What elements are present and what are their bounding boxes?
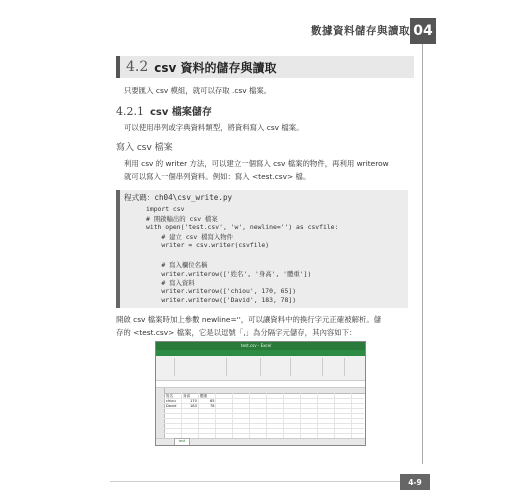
chapter-title: 數據資料儲存與讀取	[311, 25, 410, 37]
subsection-number: 4.2.1	[116, 105, 144, 118]
code-block	[116, 190, 408, 308]
grid-line	[249, 393, 250, 438]
code-line: # 寫入資料	[146, 279, 195, 287]
subsection-intro: 可以使用串列或字典資料類型，將資料寫入 csv 檔案。	[124, 123, 304, 132]
grid-line	[334, 393, 335, 438]
sheet-tab: test	[174, 438, 190, 446]
paragraph-line: 開啟 csv 檔案時加上參數 newline=''，可以讓資料中的換行字元正確被解析。儲	[116, 315, 382, 324]
excel-cell: 170	[190, 399, 197, 403]
excel-cell: chiou	[166, 399, 176, 403]
code-line: # 開啟輸出的 csv 檔案	[146, 215, 218, 223]
grid-line	[181, 393, 182, 438]
grid-line	[351, 393, 352, 438]
code-line: with open('test.csv', 'w', newline='') as csvfile:	[146, 223, 339, 231]
grid-line	[266, 393, 267, 438]
ribbon-group	[226, 358, 261, 376]
excel-cell: 體重	[200, 394, 208, 398]
grid-line	[198, 393, 199, 438]
section-intro: 只要匯入 csv 模組，就可以存取 .csv 檔案。	[124, 86, 272, 95]
subsection-title: csv 檔案儲存	[150, 107, 212, 118]
ribbon-group	[174, 358, 227, 376]
page-number: 4-9	[400, 474, 430, 490]
excel-cell: 姓名	[166, 394, 174, 398]
grid-line	[300, 393, 301, 438]
paragraph-line: 利用 csv 的 writer 方法，可以建立一個寫入 csv 檔案的物件，再利用 writerow	[124, 159, 389, 168]
paragraph-line: 就可以寫入一個串列資料。例如：寫入 <test.csv> 檔。	[124, 172, 311, 181]
excel-formula-bar	[156, 381, 365, 388]
subsection-heading	[116, 103, 212, 118]
excel-window-title: test.csv - Excel	[241, 343, 272, 348]
ribbon-group	[156, 358, 175, 376]
excel-title-bar	[156, 342, 365, 350]
excel-grid	[156, 388, 365, 438]
topic-heading: 寫入 csv 檔案	[116, 143, 173, 153]
grid-line	[232, 393, 233, 438]
code-line: writer = csv.writer(csvfile)	[146, 241, 270, 249]
grid-line	[317, 393, 318, 438]
excel-cell: 78	[210, 404, 215, 408]
excel-cell: 183	[190, 404, 197, 408]
section-number: 4.2	[126, 59, 149, 75]
section-heading	[116, 56, 414, 78]
code-line: writer.writerow(['David', 183, 78])	[146, 296, 297, 304]
code-line: # 建立 csv 檔寫入物件	[146, 233, 234, 241]
chapter-number-tab: 04	[410, 18, 436, 44]
excel-screenshot	[155, 341, 366, 446]
paragraph-line: 存的 <test.csv> 檔案，它是以逗號「,」為分隔字元儲存，其內容如下：	[116, 328, 357, 337]
ribbon-group	[322, 358, 345, 376]
section-title: csv 資料的儲存與讀取	[154, 60, 277, 75]
code-file-label: 程式碼：ch04\csv_write.py	[124, 193, 233, 202]
footer-rule	[110, 481, 400, 482]
ribbon-group	[260, 358, 291, 376]
excel-cell: 65	[210, 399, 215, 403]
excel-cell: 身高	[183, 394, 191, 398]
code-line: writer.writerow(['姓名', '身高', '體重'])	[146, 270, 312, 278]
code-line: import csv	[146, 205, 185, 213]
grid-line	[215, 393, 216, 438]
code-line: # 寫入欄位名稱	[146, 261, 208, 269]
grid-line	[283, 393, 284, 438]
excel-cell: David	[166, 404, 177, 408]
code-line: writer.writerow(['chiou', 170, 65])	[146, 287, 297, 295]
margin-rule	[422, 44, 423, 464]
ribbon-group	[290, 358, 323, 376]
